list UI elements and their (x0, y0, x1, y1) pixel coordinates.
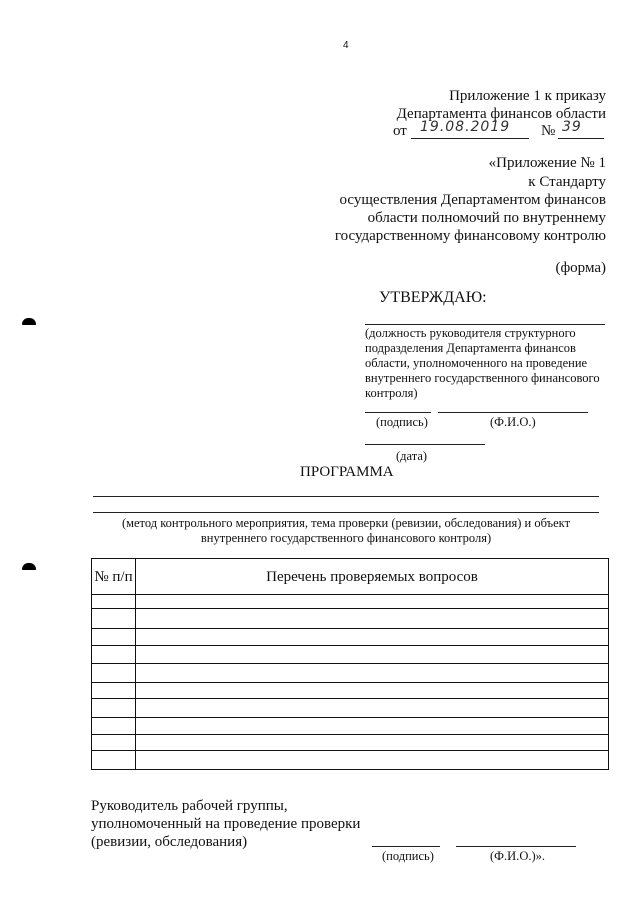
table-cell-question (136, 609, 609, 629)
method-line-2 (93, 512, 599, 513)
table-cell-question (136, 595, 609, 609)
table-cell-number (92, 609, 136, 629)
name-line (438, 412, 588, 413)
attachment-line-3: осуществления Департаментом финансов (339, 192, 606, 208)
table-row (92, 664, 609, 683)
appendix-number-handwritten: 39 (562, 119, 582, 135)
table-cell-number (92, 718, 136, 735)
table-cell-number (92, 751, 136, 770)
appendix-date-handwritten: 19.08.2019 (420, 119, 511, 135)
table-row (92, 683, 609, 699)
col-number-header: № п/п (92, 559, 136, 595)
table-cell-number (92, 735, 136, 751)
position-line (365, 324, 605, 325)
date-line (365, 444, 485, 445)
table-cell-question (136, 683, 609, 699)
table-row (92, 595, 609, 609)
method-line-1 (93, 496, 599, 497)
table-cell-question (136, 699, 609, 718)
attachment-line-1: «Приложение № 1 (488, 155, 606, 171)
appendix-line-1: Приложение 1 к приказу (449, 88, 606, 104)
footer-line-1: Руководитель рабочей группы, (91, 798, 288, 814)
questions-table (91, 558, 609, 770)
table-row (92, 646, 609, 664)
footer-name-line (456, 846, 576, 847)
table-row (92, 629, 609, 646)
table-row (92, 609, 609, 629)
appendix-number-label: № (541, 123, 556, 139)
table-cell-question (136, 646, 609, 664)
footer-signature-caption: (подпись) (382, 849, 434, 863)
approve-title: УТВЕРЖДАЮ: (379, 289, 487, 306)
table-row (92, 718, 609, 735)
table-cell-question (136, 664, 609, 683)
table-row (92, 735, 609, 751)
appendix-date-line (411, 138, 529, 139)
signature-caption: (подпись) (376, 415, 428, 429)
punch-mark (22, 318, 36, 325)
table-cell-number (92, 629, 136, 646)
appendix-line-2: Департамента финансов области (396, 106, 606, 122)
attachment-line-5: государственному финансовому контролю (334, 228, 606, 244)
table-cell-question (136, 751, 609, 770)
footer-signature-line (372, 846, 440, 847)
name-caption: (Ф.И.О.) (490, 415, 536, 429)
date-caption: (дата) (396, 449, 428, 463)
method-caption: (метод контрольного мероприятия, тема проверки (ревизии, обследования) и объект внутреннего государственного финансового контроля) (121, 516, 571, 545)
punch-mark (22, 563, 36, 570)
position-caption: (должность руководителя структурного подразделения Департамента финансов области, уполномоченного на проведение внутреннего государственного финансового контроля) (365, 326, 600, 400)
table-cell-number (92, 664, 136, 683)
table-cell-number (92, 699, 136, 718)
footer-line-3: (ревизии, обследования) (91, 834, 248, 850)
appendix-number-line (558, 138, 604, 139)
table-row (92, 751, 609, 770)
attachment-line-4: области полномочий по внутреннему (367, 210, 606, 226)
table-cell-question (136, 629, 609, 646)
footer-line-2: уполномоченный на проведение проверки (91, 816, 361, 832)
table-header-row (92, 559, 609, 595)
signature-line (365, 412, 431, 413)
table-cell-number (92, 595, 136, 609)
form-label: (форма) (555, 260, 606, 276)
table-cell-number (92, 683, 136, 699)
program-title: ПРОГРАММА (300, 464, 394, 480)
col-questions-header: Перечень проверяемых вопросов (136, 559, 609, 595)
table-row (92, 699, 609, 718)
footer-name-caption: (Ф.И.О.)». (490, 849, 546, 863)
table-cell-number (92, 646, 136, 664)
table-cell-question (136, 735, 609, 751)
appendix-from-label: от (393, 123, 407, 139)
page-number: 4 (343, 40, 349, 51)
attachment-line-2: к Стандарту (528, 174, 606, 190)
table-cell-question (136, 718, 609, 735)
